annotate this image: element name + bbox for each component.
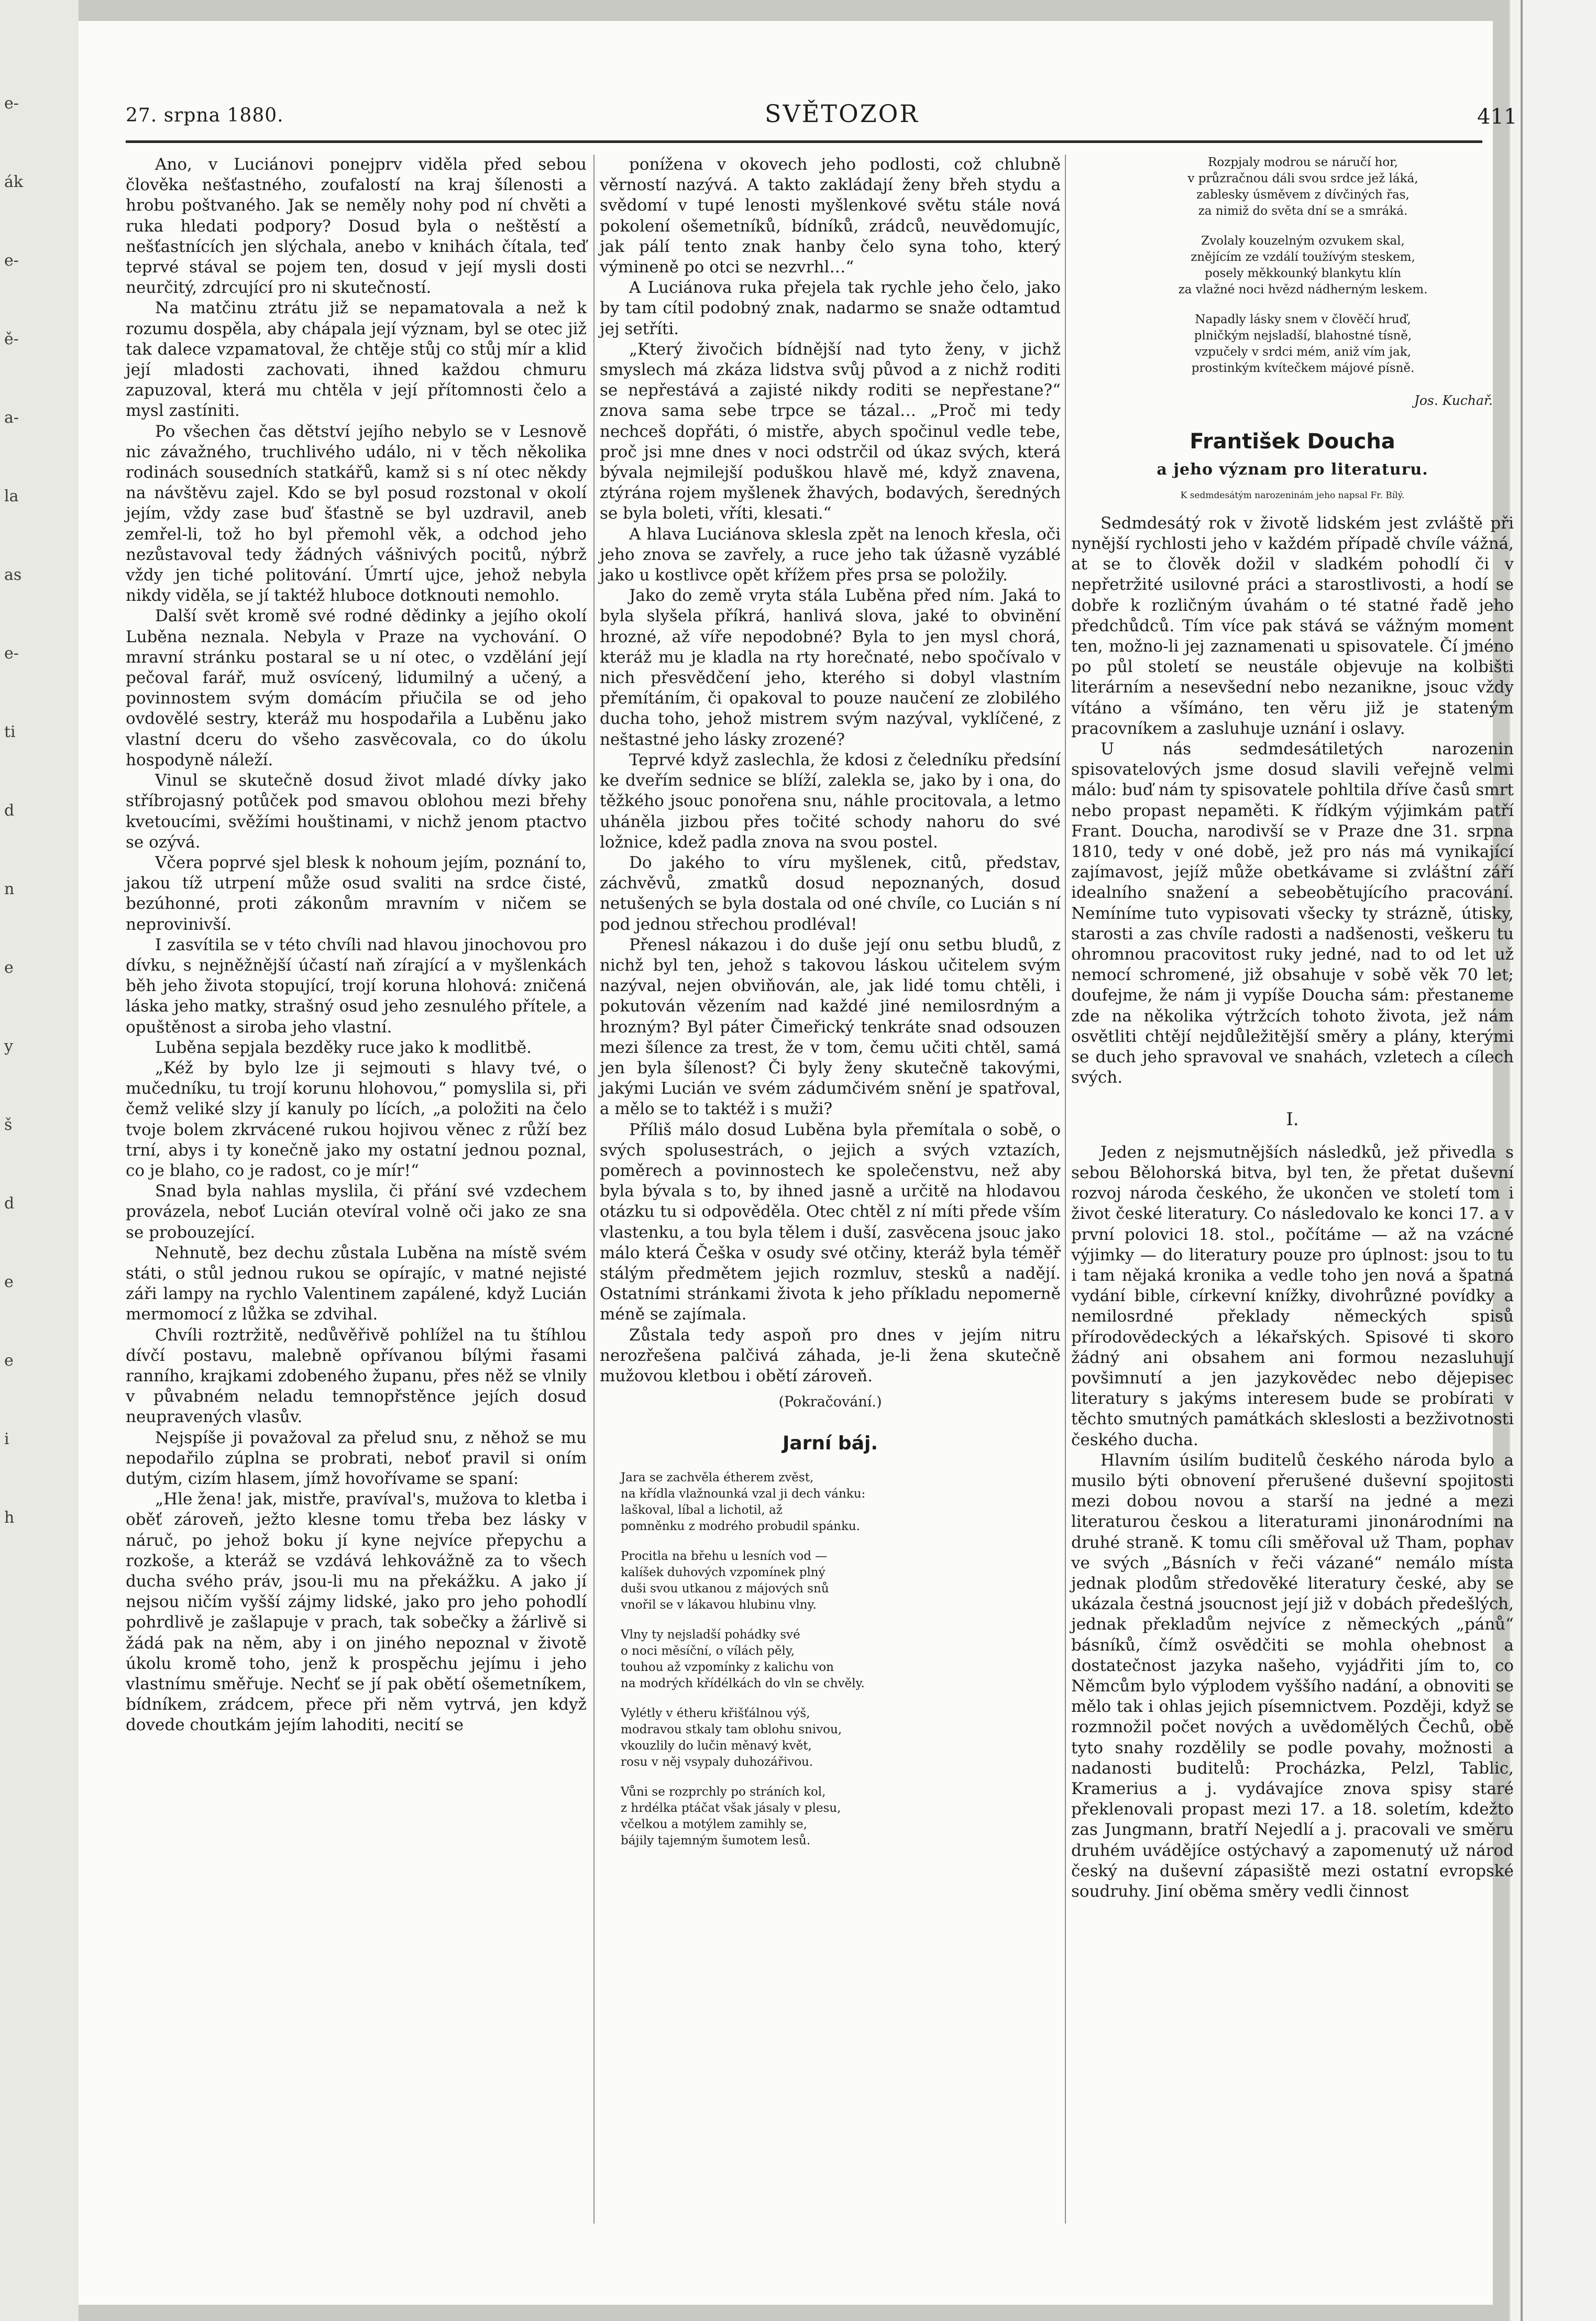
gutter-fragment: e xyxy=(4,1273,14,1291)
header-rule xyxy=(126,140,1482,143)
gutter-fragment: h xyxy=(4,1509,15,1527)
paragraph: Hlavním úsilím buditelů českého národa bylo a musilo býti obnovení přerušené duševní spojitosti mezi dobou novou a starší na jedné a mezi literaturou českou a literaturami jinonárodními na druhé straně. K tomu cíli směřoval už Tham, pophav ve svých „Básních v řeči vázané“ nemálo místa jednak plodům středověké literatury české, aby se ukázala čestná jsoucnost její již v dobách předešlých, jednak překladům nejvíce z německých „pánů“ básníků, čímž osvědčiti se mohla ohebnost a dostatečnost jazyka našeho, vyjádřiti jím to, co Němcům bylo výplodem vyššího nadání, a obnoviti se mělo tak i ohlas jejich písemnictvem. Později, když se rozmnožil počet nových a uvědomělých Čechů, obě tyto snahy rozdělily se podle povahy, možnosti a nadanosti buditelů: Procházka, Pelzl, Tablic, Kramerius a j. vydávajíce znova spisy staré překlenovali propast mezi 17. a 18. soletím, kdežto zas Jungmann, bratří Nejedlí a j. pracovali ve směru druhém uvádějíce ostýchavý a zapomenutý už národ český na duševní zápasiště mezi ostatní evropské soudruhy. Jiní oběma směry vedli činnost xyxy=(1071,1450,1514,1901)
gutter-fragment: la xyxy=(4,487,19,505)
gutter-fragment: d xyxy=(4,801,15,820)
article-subtitle: a jeho význam pro literaturu. xyxy=(1157,460,1428,479)
masthead-title: SVĚTOZOR xyxy=(765,100,920,128)
left-gutter-fragments xyxy=(0,0,79,2321)
poem-line: duši svou utkanou z májových snů xyxy=(621,1581,829,1596)
novel-continuation xyxy=(600,155,1061,1387)
poem-line: touhou až vzpomínky z kalichu von xyxy=(621,1660,834,1674)
poem-line: vnořil se v lákavou hlubinu vlny. xyxy=(621,1598,817,1612)
article-title: František Doucha xyxy=(1190,430,1395,454)
paragraph: Nejspíše ji považoval za přelud snu, z něhož se mu nepodařilo zúplna se probrati, neboť pravil si oním dutým, cizím hlasem, jímž hovořívame se spaní: xyxy=(126,1428,587,1488)
poem-stanza xyxy=(1092,233,1514,298)
page-header xyxy=(126,100,1540,136)
paragraph: Vinul se skutečně dosud život mladé dívky jako stříbrojasný potůček pod smavou oblohou mezi břehy kvetoucími, svěžími houštinami, v nichž jenom ptactvo se ozývá. xyxy=(126,771,587,852)
poem-line: Rozpjaly modrou se náručí hor, xyxy=(1208,156,1398,169)
paragraph: A hlava Luciánova sklesla zpět na lenoch křesla, oči jeho znova se zavřely, a ruce jeho tak úžasně vyzáblé jako u kostlivce opět křížem přes prsa se položily. xyxy=(600,524,1061,585)
issue-date: 27. srpna 1880. xyxy=(126,105,284,126)
column-divider xyxy=(1065,155,1066,2224)
poem-stanza xyxy=(1092,155,1514,219)
paragraph: Luběna sepjala bezděky ruce jako k modlitbě. xyxy=(155,1038,532,1057)
paragraph: „Kéž by bylo lze ji sejmouti s hlavy tvé, o mučedníku, tu trojí korunu hlohovou,“ pomyslila si, při čemž veliké slzy jí kanuly po lících, „a položiti na čelo tvoje bolem zkrvácené rukou hojivou věnec z růží bez trní, abys i ty konečně jako my ostatní jednou poznal, co je blaho, co je radost, co je mír!“ xyxy=(126,1058,587,1180)
gutter-fragment: e- xyxy=(4,94,19,113)
paragraph: Nehnutě, bez dechu zůstala Luběna na místě svém státi, o stůl jednou rukou se opírajíc, v matné nejisté záři lampy na rychlo Valentinem zapálené, když Lucián mermomocí z lůžka se zdvihal. xyxy=(126,1243,587,1324)
poem-line: za nimiž do světa dní se a smráká. xyxy=(1198,204,1408,218)
poem-line: Napadly lásky snem v člověčí hruď, xyxy=(1195,313,1411,326)
poem-line: Vlny ty nejsladší pohádky své xyxy=(621,1627,800,1642)
gutter-fragment: y xyxy=(4,1037,13,1055)
poem-stanza xyxy=(621,1627,1061,1692)
paragraph: Další svět kromě své rodné dědinky a jejího okolí Luběna neznala. Nebyla v Praze na vychování. O mravní stránku postaral se u ní otec, o vzdělání její pečoval farář, muž osvícený, lidumilný a učený, a povinnostem svým domácím přiučila se od jeho ovdovělé sestry, kteráž mu hospodařila a Luběnu jako vlastní dceru do všeho zasvěcovala, co do úkolu hospodyně náleží. xyxy=(126,607,587,769)
poem-stanza xyxy=(621,1470,1061,1535)
poem-line: kalíšek duhových vzpomínek plný xyxy=(621,1565,825,1579)
paragraph: ponížena v okovech jeho podlosti, což chlubně věrností nazývá. A takto zakládají ženy břeh stydu a svědomí v tupé lenosti myšlenkové světu stále nová pokolení ošemetníků, bídníků, zrádců, neuvědomujíc, jak pálí tento znak hanby čelo syna toho, který výmineně po otci se nezvrhl…“ xyxy=(600,155,1061,277)
poem-line: posely měkkounký blankytu klín xyxy=(1204,267,1402,280)
column-divider xyxy=(593,155,595,2224)
paragraph: Sedmdesátý rok v životě lidském jest zvláště při nynější rychlosti jeho v každém případě chvíle vážná, at se to člověk dožil v sladkém pohodlí či v nepřetržité usilovné práci a starostlivosti, a hodí se dobře k rozličným úvahám o té statné řadě jeho předchůdců. Tím více pak stává se vážným moment ten, možno-li jej zaznamenati u spisovatele. Čí jméno po půl století se neustále objevuje na kolbišti literárním a nesevšední nebo nezanikne, jsouc vždy vítáno a všímáno, ten věru již je stateným pracovníkem a zasluhuje uznání i oslavy. xyxy=(1071,513,1514,738)
paragraph: I zasvítila se v této chvíli nad hlavou jinochovou pro dívku, s nejněžnější účastí naň zírající a v myšlenkách běh jeho života stopující, trojí koruna hlohová: zničená láska jeho matky, strašný osud jeho zesnulého přítele, a opuštěnost a siroba jeho vlastní. xyxy=(126,935,587,1037)
gutter-fragment: ě- xyxy=(4,330,19,348)
poem-line: o noci měsíční, o vílách pěly, xyxy=(621,1644,795,1658)
poem-line: Procitla na břehu u lesních vod — xyxy=(621,1549,828,1563)
poem-line: včelkou a motýlem zamihly se, xyxy=(621,1817,807,1831)
gutter-fragment: d xyxy=(4,1194,15,1213)
poem-line: laškoval, líbal a lichotil, až xyxy=(621,1503,783,1517)
poem-body xyxy=(600,1470,1061,1849)
gutter-fragment: š xyxy=(4,1116,13,1134)
paragraph: Po všechen čas dětství jejího nebylo se v Lesnově nic závažného, truchlivého událo, ni v těch několika rodinách sousedních statkářů, kamž si s ní otec někdy na návštěvu zajel. Kdo se byl posud rozstonal v okolí jejím, vždy zase buď šťastně se byl uzdravil, aneb zemřel-li, tož ho byl přemohl věk, a odchod jeho nezůstavoval tedy žádných vášnivých pocitů, nýbrž vždy jen tiché politování. Úmrtí ujce, jehož nebyla nikdy viděla, se jí taktéž hluboce dotknouti nemohlo. xyxy=(126,422,587,606)
paragraph: „Hle žena! jak, mistře, pravíval's, mužova to kletba i oběť zároveň, ježto klesne tomu třeba bez lásky v náruč, po jehož boku jí kyne nejvíce přepychu a rozkoše, a kteráž se vzdává lehkovážně za to všech ducha svého práv, jsou-li mu na překážku. A jako jí nejsou ničím vyšší zájmy lidské, jako pro jeho pohodlí pohrdlivě je zašlapuje v prach, tak sobečky a žárlivě si žádá pak na něm, aby i on jiného nepoznal v životě úkolu kromě toho, jenž k prospěchu jejímu i jeho vlastnímu směřuje. Nechť se jí pak obětí ošemetníkem, bídníkem, zrádcem, přece při něm vytrvá, jen když dovede choutkám jejím lahoditi, necití se xyxy=(126,1490,587,1735)
paragraph: Na matčinu ztrátu již se nepamatovala a než k rozumu dospěla, aby chápala její význam, byl se otec již tak dalece vzpamatoval, že chtěje stůj co stůj mír a klid její mladosti zachovati, ihned každou chmuru zapuzoval, která mu chtěla v její přítomnosti čelo a mysl zastíniti. xyxy=(126,299,587,421)
poem-line: na modrých křídélkách do vln se chvěly. xyxy=(621,1676,865,1690)
paragraph: Zůstala tedy aspoň pro dnes v jejím nitru nerozřešena palčivá záhada, je-li žena skutečně mužovou kletbou i obětí zároveň. xyxy=(600,1325,1061,1385)
poem-line: vkouzlily do lučin měnavý květ, xyxy=(621,1739,812,1753)
paragraph: Včera poprvé sjel blesk k nohoum jejím, poznání to, jakou tíž utrpení může osud svaliti na srdce čisté, bezúhonné, proti zákonům mravním v ničem se neprovinivší. xyxy=(126,853,587,934)
gutter-fragment: e xyxy=(4,1351,14,1370)
poem-line: prostinkým kvítečkem májové písně. xyxy=(1191,361,1415,375)
column-2 xyxy=(600,155,1061,1863)
gutter-fragment: e xyxy=(4,959,14,977)
column-1 xyxy=(126,155,587,1736)
article-intro xyxy=(1071,513,1514,1088)
paragraph: Jako do země vryta stála Luběna před ním. Jaká to byla slyšela příkrá, hanlivá slova, jaké to obvinění hrozné, až víře nepodobné? Byla to jen mysl chorá, kteráž mu je kladla na rty horečnaté, nebo spočívalo v nich přesvědčení jeho, kterého si dobyl vlastním přemítáním, či opakoval to pouze naučení ze zlobilého ducha toho, jehož mistrem svým nazýval, vyklíčené, z neštastné jeho lásky zrozené? xyxy=(600,586,1061,749)
article-section-1 xyxy=(1071,1142,1514,1902)
poem-line: Vůni se rozprchly po stráních kol, xyxy=(621,1785,826,1799)
gutter-fragment: ti xyxy=(4,723,16,741)
gutter-fragment: e- xyxy=(4,251,19,270)
poem-line: zablesky úsměvem z dívčiných řas, xyxy=(1196,188,1410,202)
gutter-fragment: as xyxy=(4,566,22,584)
poem-line: bájily tajemným šumotem lesů. xyxy=(621,1833,811,1847)
paragraph: Chvíli roztržitě, nedůvěřivě pohlížel na tu štíhlou dívčí postavu, malebně opřívanou bílými řasami ranního, krajkami zdobeného županu, přes něž se vlnily v půvabném neladu temnopřstěnce jejích dosud neupravených vlasův. xyxy=(126,1325,587,1427)
paragraph: Teprvé když zaslechla, že kdosi z čeledníku předsíní ke dveřím sednice se blíží, zalekla se, jako by i ona, do těžkého jsouc ponořena snu, náhle procitovala, a letmo uháněla jizbou přes točité schody nahoru do své ložnice, kdež padla znova na svou postel. xyxy=(600,750,1061,852)
right-page-edge xyxy=(1509,0,1596,2321)
poem-title: Jarní báj. xyxy=(782,1433,878,1455)
poem-line: Zvolaly kouzelným ozvukem skal, xyxy=(1201,234,1405,248)
binding-rule xyxy=(1521,0,1523,2321)
poem-stanza xyxy=(1092,312,1514,377)
gutter-fragment: i xyxy=(4,1430,9,1448)
poem-signature: Jos. Kuchař. xyxy=(1414,393,1493,408)
paragraph: Příliš málo dosud Luběna byla přemítala o sobě, o svých spolusestrách, o jejich a svých vztazích, poměrech a povinnostech ke společenstvu, než aby byla bývala s to, by ihned jasně a určitě na hlodavou otázku tu si odpověděla. Otec chtěl z ní míti přede vším vlastenku, a tou byla tělem i duší, zasvěcena jsouc jako málo která Češka v osudy své otčiny, kteráž byla téměř stálým předmětem jejich rozmluv, stesků a nadějí. Ostatními stránkami života k jeho příkladu nepomerně méně se zajímala. xyxy=(600,1120,1061,1324)
poem-line: vzpučely v srdci mém, aniž vím jak, xyxy=(1195,345,1411,359)
article-byline: K sedmdesátým narozeninám jeho napsal Fr. Bílý. xyxy=(1180,490,1405,501)
poem-line: za vlažné noci hvězd nádherným leskem. xyxy=(1178,283,1428,296)
paragraph: Ano, v Luciánovi ponejprv viděla před sebou člověka nešťastného, zoufalostí na kraj šílenosti a hrobu poštvaného. Jak se neměly nohy pod ní chvěti a ruka hledati podpory? Dosud byla o neštěstí a nešťastnících jen slýchala, anebo v knihách čítala, teď teprvé stával se pojem ten, dosud v její mysli dosti neurčitý, zdrcující pro ni skutečností. xyxy=(126,155,587,298)
newspaper-page xyxy=(79,21,1517,2305)
poem-body-continued xyxy=(1071,155,1514,377)
poem-line: Jara se zachvěla étherem zvěst, xyxy=(621,1470,814,1484)
poem-line: znějícím ze vzdálí toužívým steskem, xyxy=(1191,250,1415,264)
paragraph: Přenesl nákazou i do duše její onu setbu bludů, z nichž byl ten, jehož s takovou láskou učitelem svým nazýval, nejen obviňován, ale, jak lidé tomu chtěli, i pokutován vězením nad každé jiné nemilosrdným a hrozným? Byl páter Čimeřický tenkráte snad odsouzen mezi šílence za trest, že v tom, čemu učiti chtěl, samá jen byla šílenost? Či byly ženy skutečně takovými, jakými Lucián ve svém zádumčivém snění je spatřoval, a mělo se to taktéž i s muži? xyxy=(600,935,1061,1119)
paragraph: A Luciánova ruka přejela tak rychle jeho čelo, jako by tam cítil podobný znak, nadarmo se snaže odtamtud jej setříti. xyxy=(600,278,1061,338)
column-3 xyxy=(1071,155,1514,1902)
section-number: I. xyxy=(1286,1108,1299,1130)
poem-line: Vylétly v étheru křišťálnou výš, xyxy=(621,1706,810,1720)
paragraph: Do jakého to víru myšlenek, citů, představ, záchvěvů, zmatků dosud nepoznaných, dosud netušených se byla dostala od oné chvíle, co Lucián s ní pod jednou střechou prodléval! xyxy=(600,853,1061,934)
paragraph: Snad byla nahlas myslila, či přání své vzdechem provázela, neboť Lucián otevíral volně oči jako ze sna se probouzející. xyxy=(126,1182,587,1242)
paragraph: Jeden z nejsmutnějších následků, jež přivedla s sebou Bělohorská bitva, byl ten, že přetat duševní rozvoj národa českého, že ukončen ve století tom i život české literatury. Co následovalo ke konci 17. a v první polovici 18. stol., počítáme — až na vzácné výjimky — do literatury pouze pro úplnost: jsou to tu i tam nějaká kronika a vedle toho jen nová a špatná vydání bible, církevní knížky, divohrůzné povídky a nemilosrdné překlady německých spisů přírodovědeckých a lékařských. Spisové ti skoro žádný ani obsahem ani formou nezasluhují povšimnutí a jen jazykovědec nebo dějepisec literatury s jakýms interesem bude se probírati v těchto smutných památkách skleslosti a bezživotnosti českého ducha. xyxy=(1071,1142,1514,1449)
poem-stanza xyxy=(621,1784,1061,1849)
poem-line: modravou stkaly tam oblohu snivou, xyxy=(621,1722,842,1736)
paragraph: „Který živočich bídnější nad tyto ženy, v jichž smyslech má zkáza lidstva svůj původ a z nichž roditi se nepřestává a zajisté nikdy roditi se nepřestane?“ znova sama sebe trpce se tázal… „Proč mi tedy nechceš dopřáti, ó mistře, abych spočinul vedle tebe, proč jsi mne dnes v noci odstrčil od úkaz svých, která bývala nejmilejší poduškou hlavě mé, když znavena, ztýrána rojem myšlenek žhavých, bodavých, šeredných se byla boleti, vříti, klesati.“ xyxy=(600,339,1061,523)
poem-line: z hrdélka ptáčat však jásaly v plesu, xyxy=(621,1801,841,1815)
poem-line: pomněnku z modrého probudil spánku. xyxy=(621,1519,861,1533)
gutter-fragment: e- xyxy=(4,644,19,663)
poem-stanza xyxy=(621,1706,1061,1770)
poem-line: v průzračnou dáli svou srdce jež láká, xyxy=(1187,172,1418,185)
continued-note: (Pokračování.) xyxy=(778,1394,882,1411)
paragraph: U nás sedmdesátiletých narozenin spisovatelových jsme dosud slavili veřejně velmi málo: buď nám ty spisovatele pohltila dříve časů smrt nebo propast nepaměti. K řídkým výjimkám patří Frant. Doucha, narodivší se v Praze dne 31. srpna 1810, tedy v oné době, jež pro nás má vynikající zajímavost, jejíž může obetkávame si zvláštní září idealního snažení a sebeobětujícího pracování. Nemíníme tuto vypisovati všecky ty strázně, útisky, starosti a zas chvíle radosti a nadšenosti, veškeru tu ohromnou pracovitost ruky jedné, nad to od let už nemocí schromené, již obsahuje v sobě věk 70 let; doufejme, že nám ji vypíše Doucha sám: přestaneme zde na několika výtržcích tohoto života, jež nám osvětliti chtějí nejdůležitější směry a plány, kterými se duch jeho spravoval ve snahách, vzletech a cílech svých. xyxy=(1071,740,1514,1087)
poem-line: rosu v něj vsypaly duhozářivou. xyxy=(621,1755,813,1769)
gutter-fragment: ák xyxy=(4,173,24,191)
poem-stanza xyxy=(621,1548,1061,1613)
poem-line: plničkým nejsladší, blahostné tísně, xyxy=(1194,329,1412,343)
poem-line: na křídla vlažnounká vzal ji dech vánku: xyxy=(621,1487,866,1501)
gutter-fragment: n xyxy=(4,880,15,898)
gutter-fragment: a- xyxy=(4,409,19,427)
page-number: 411 xyxy=(1477,105,1517,129)
